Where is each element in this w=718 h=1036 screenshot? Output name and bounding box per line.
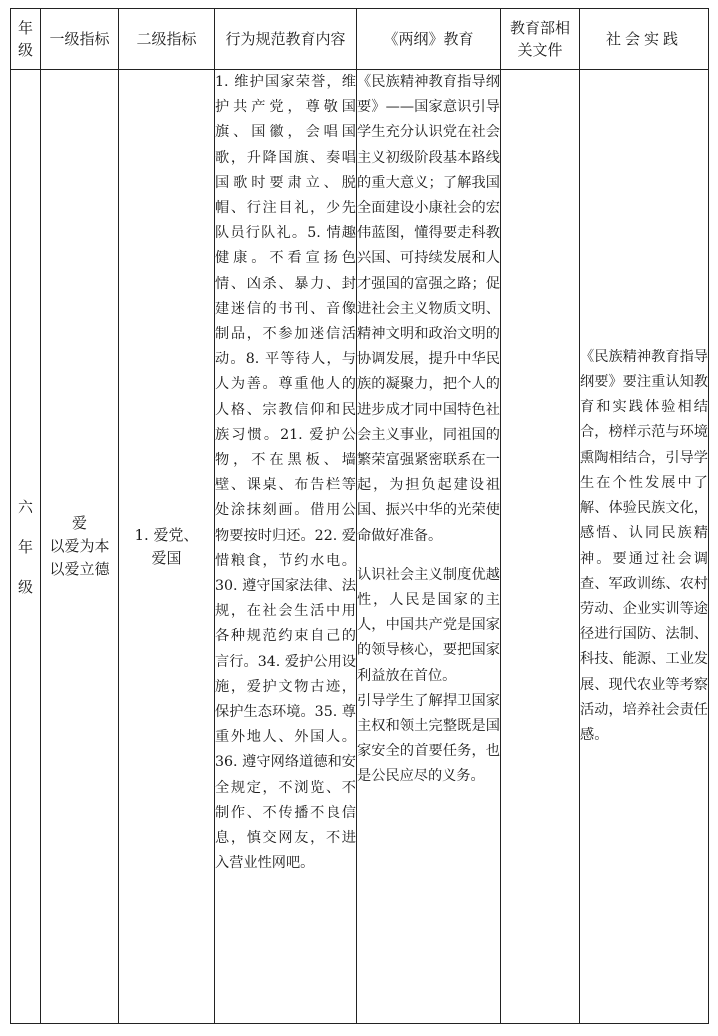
two-outlines-paragraph: 认识社会主义制度优越性，人民是国家的主人，中国共产党是国家的领导核心，要把国家利益放在首位。 [357,566,500,684]
level1-cell [41,70,119,1024]
header-level1: 一级指标 [41,9,119,70]
grade-cell [11,70,41,1024]
grade-char: 六 [17,497,33,516]
level2-line: 爱国 [151,548,182,567]
grade-char: 年 [17,537,33,556]
header-two-outlines: 《两纲》教育 [357,9,501,70]
header-level2: 二级指标 [119,9,215,70]
two-outlines-paragraph: 引导学生了解捍卫国家主权和领土完整既是国家安全的首要任务，也是公民应尽的义务。 [357,692,500,785]
header-conduct: 行为规范教育内容 [215,9,357,70]
header-practice: 社会实践 [580,9,709,70]
level1-line: 爱 [71,514,87,532]
grade-char: 级 [17,577,33,596]
practice-cell [580,70,709,1024]
two-outlines-paragraph: 《民族精神教育指导纲要》——国家意识引导学生充分认识党在社会主义初级阶段基本路线的重大意义；了解我国全面建设小康社会的宏伟蓝图，懂得要走科教兴国、可持续发展和人才强国的富强之路；促进社会主义物质文明、精神文明和政治文明的协调发展，提升中华民族的凝聚力，把个人的进步成才同中国特色社会主义事业，同祖国的繁荣富强紧密联系在一起，为担负起建设祖国、振兴中华的光荣使命做好准备。 [357,74,500,544]
header-row [11,9,709,70]
level1-line: 以爱为本 [49,537,110,555]
practice-text: 《民族精神教育指导纲要》要注重认知教育和实践体验相结合，榜样示范与环境熏陶相结合，引导学生在个性发展中了解、体验民族文化，感悟、认同民族精神。要通过社会调查、军政训练、农村劳动、企业实训等途径进行国防、法制、科技、能源、工业发展、现代农业等考察活动，培养社会责任感。 [580,348,708,743]
level2-cell [119,70,215,1024]
table-row [11,70,709,1024]
edu-docs-cell [501,70,580,1024]
two-outlines-cell [357,70,501,1024]
conduct-cell [215,70,357,1024]
header-grade: 年级 [11,9,41,70]
conduct-text: 1. 维护国家荣誉，维护共产党，尊敬国旗、国徽，会唱国歌，升降国旗、奏唱国歌时要肃立、脱帽、行注目礼，少先队员行队礼。5. 情趣健康。不看宣扬色情、凶杀、暴力、封建迷信的书刊、音像制品，不参加迷信活动。8. 平等待人，与人为善。尊重他人的人格、宗教信仰和民族习惯。21. 爱护公物，不在黑板、墙壁、课桌、布告栏等处涂抹刻画。借用公物要按时归还。22. 爱惜粮食，节约水电。30. 遵守国家法律、法规，在社会生活中用各种规范约束自己的言行。34. 爱护公用设施，爱护文物古迹，保护生态环境。35. 尊重外地人、外国人。36. 遵守网络道德和安全规定，不浏览、不制作、不传播不良信息，慎交网友，不进入营业性网吧。 [215,74,356,872]
level1-line: 以爱立德 [49,560,110,578]
level2-line: 1. 爱党、 [134,525,199,544]
curriculum-table [10,8,709,1024]
header-edu-docs: 教育部相关文件 [501,9,580,70]
